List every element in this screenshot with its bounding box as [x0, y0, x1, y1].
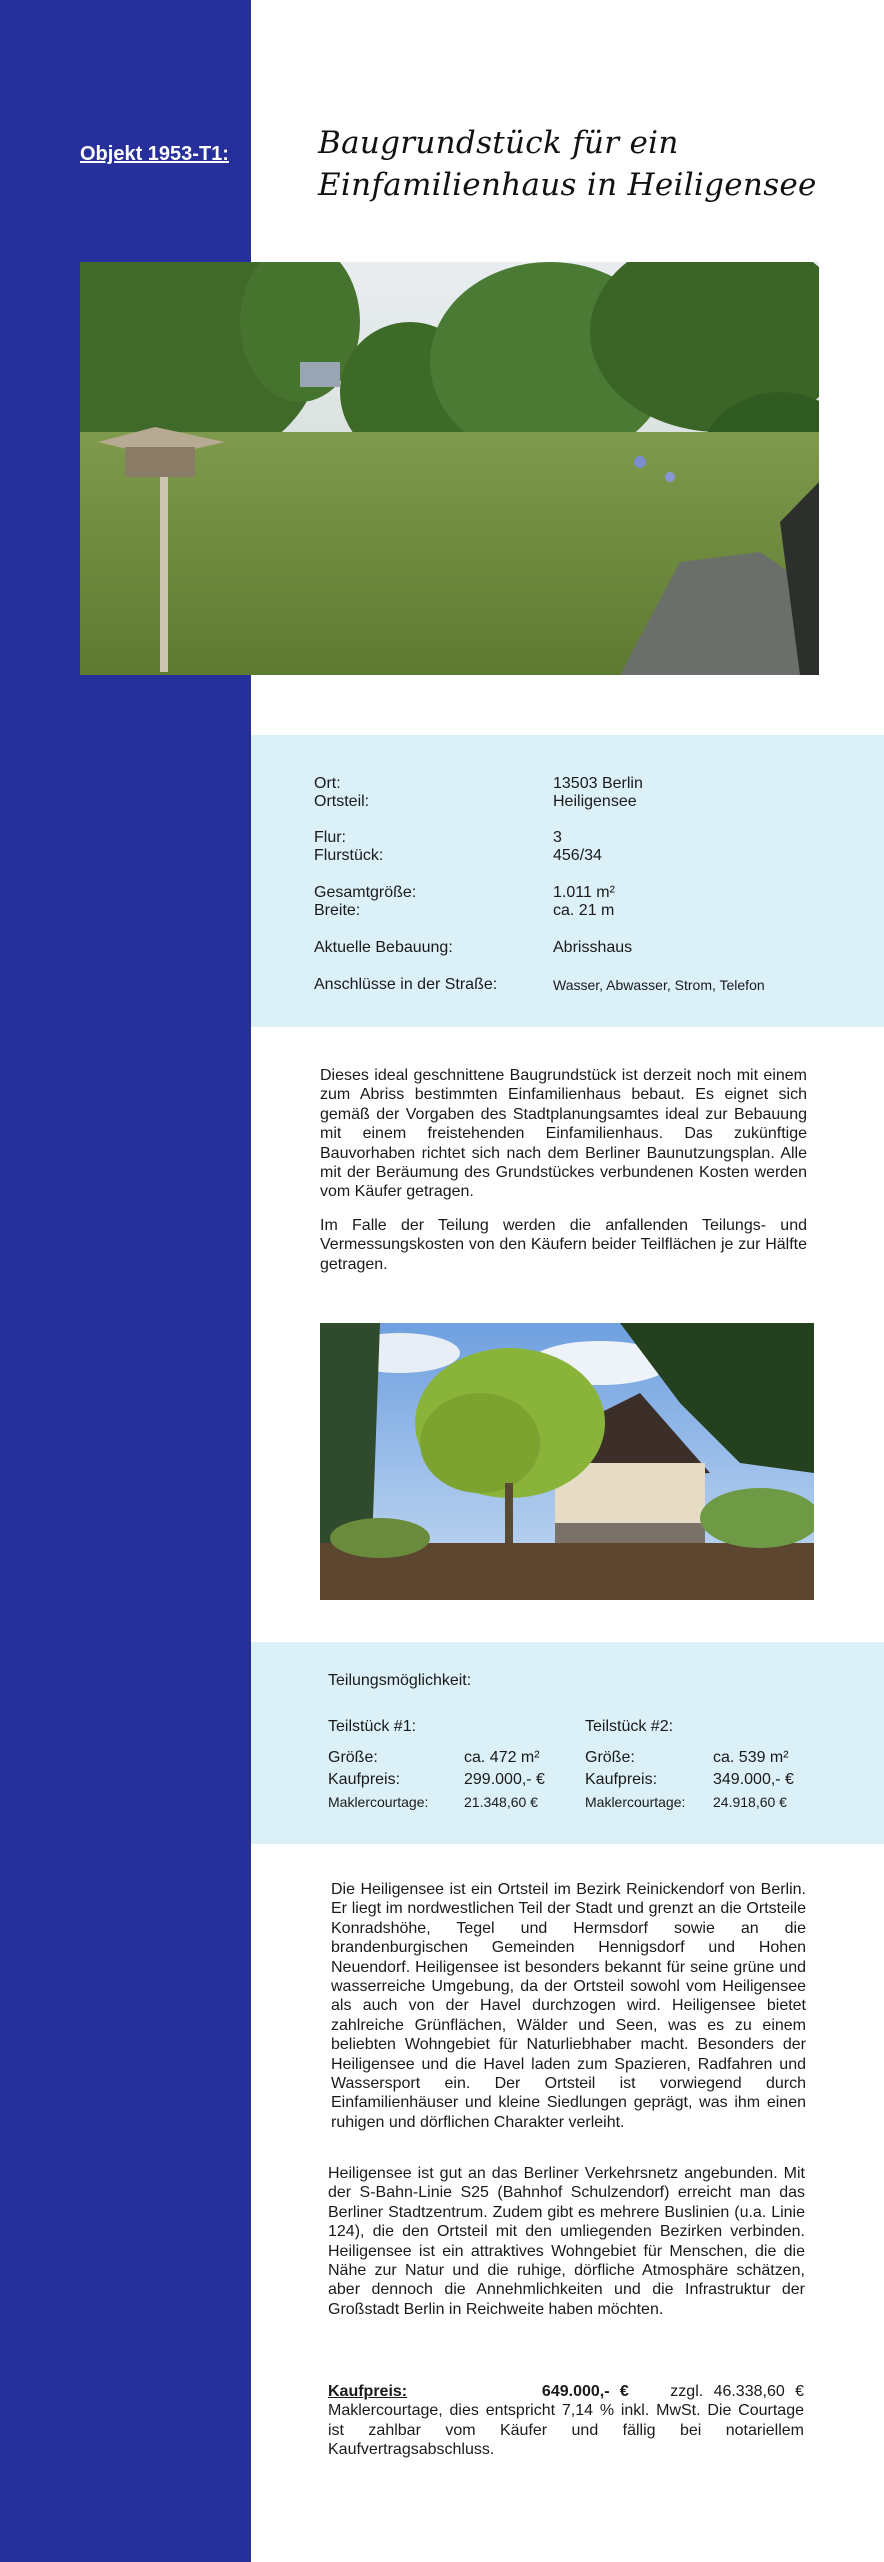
- part2-size-value: ca. 539 m²: [713, 1749, 789, 1766]
- part1-size-value: ca. 472 m²: [464, 1749, 540, 1766]
- location-paragraph-1: Die Heiligensee ist ein Ortsteil im Bezirk Reinickendorf von Berlin. Er liegt im nordwestlichen Teil der Stadt und grenzt an die Ortsteile Konradshöhe, Tegel und Hermsdorf sowie an die brandenburgischen Gemeinden Hennigsdorf und Hohen Neuendorf. Heiligensee ist besonders bekannt für seine grüne und wasserreiche Umgebung, da der Ortsteil sowohl vom Heiligensee als auch von der Havel durchzogen wird. Heiligensee bietet zahlreiche Grünflächen, Wälder und Seen, was es zu einem beliebten Wohngebiet für Naturliebhaber macht. Besonders der Heiligensee und die Havel laden zum Spazieren, Radfahren und Wassersport ein. Der Ortsteil ist vorwiegend durch Einfamilienhäuser und kleine Siedlungen geprägt, was ihm einen ruhigen und dörflichen Charakter verleiht.: [331, 1881, 806, 2131]
- garden-photo: [80, 262, 819, 675]
- part1-price-value: 299.000,- €: [464, 1771, 545, 1788]
- description-paragraph-1: Dieses ideal geschnittene Baugrundstück ist derzeit noch mit einem zum Abriss bestimmten Einfamilienhaus bebaut. Es eignet sich gemäß der Vorgaben des Stadtplanungsamtes ideal zur Bebauung mit einem freistehenden Einfamilienhaus. Das zukünftige Bauvorhaben richtet sich nach dem Berliner Baunutzungsplan. Alle mit der Beräumung des Grundstückes verbundenen Kosten werden vom Käufer getragen.: [320, 1067, 807, 1201]
- part1-courtage-label: Maklercourtage:: [328, 1794, 429, 1810]
- split-heading: Teilungsmöglichkeit:: [328, 1672, 472, 1689]
- part1-title: Teilstück #1:: [328, 1718, 417, 1735]
- part2-courtage-label: Maklercourtage:: [585, 1794, 686, 1810]
- price-amount: 649.000,- €: [541, 2383, 629, 2400]
- part2-price-label: Kaufpreis:: [585, 1771, 658, 1788]
- part1-price-label: Kaufpreis:: [328, 1771, 401, 1788]
- price-paragraph: [328, 2382, 804, 2460]
- house-photo: [320, 1323, 814, 1600]
- part2-price-value: 349.000,- €: [713, 1771, 794, 1788]
- part2-title: Teilstück #2:: [585, 1718, 674, 1735]
- part1-courtage-value: 21.348,60 €: [464, 1794, 538, 1810]
- part1-size-label: Größe:: [328, 1749, 378, 1766]
- location-paragraph-2: Heiligensee ist gut an das Berliner Verkehrsnetz angebunden. Mit der S-Bahn-Linie S25 (Bahnhof Schulzendorf) erreicht man das Berliner Stadtzentrum. Zudem gibt es mehrere Buslinien (u.a. Linie 124), die den Ortsteil mit den umliegenden Bezirken verbinden. Heiligensee ist ein attraktives Wohngebiet für Menschen, die die Nähe zur Natur und die ruhige, dörfliche Atmosphäre schätzen, aber dennoch die Annehmlichkeiten und die Infrastruktur der Großstadt Berlin in Reichweite haben möchten.: [328, 2165, 805, 2318]
- object-label: Objekt 1953-T1:: [80, 143, 229, 165]
- part2-size-label: Größe:: [585, 1749, 635, 1766]
- price-label: Kaufpreis:: [328, 2383, 408, 2400]
- part2-courtage-value: 24.918,60 €: [713, 1794, 787, 1810]
- description-paragraph-2: Im Falle der Teilung werden die anfallenden Teilungs- und Vermessungskosten von den Käufern beider Teilflächen je zur Hälfte getragen.: [320, 1217, 807, 1273]
- page-title: Baugrundstück für ein Einfamilienhaus in Heiligensee: [318, 125, 817, 203]
- price-text: zzgl. 46.338,60 € Maklercourtage, dies entspricht 7,14 % inkl. MwSt. Die Courtage ist zahlbar vom Käufer und fällig bei notariellem Kaufvertragsabschluss.: [328, 2383, 805, 2459]
